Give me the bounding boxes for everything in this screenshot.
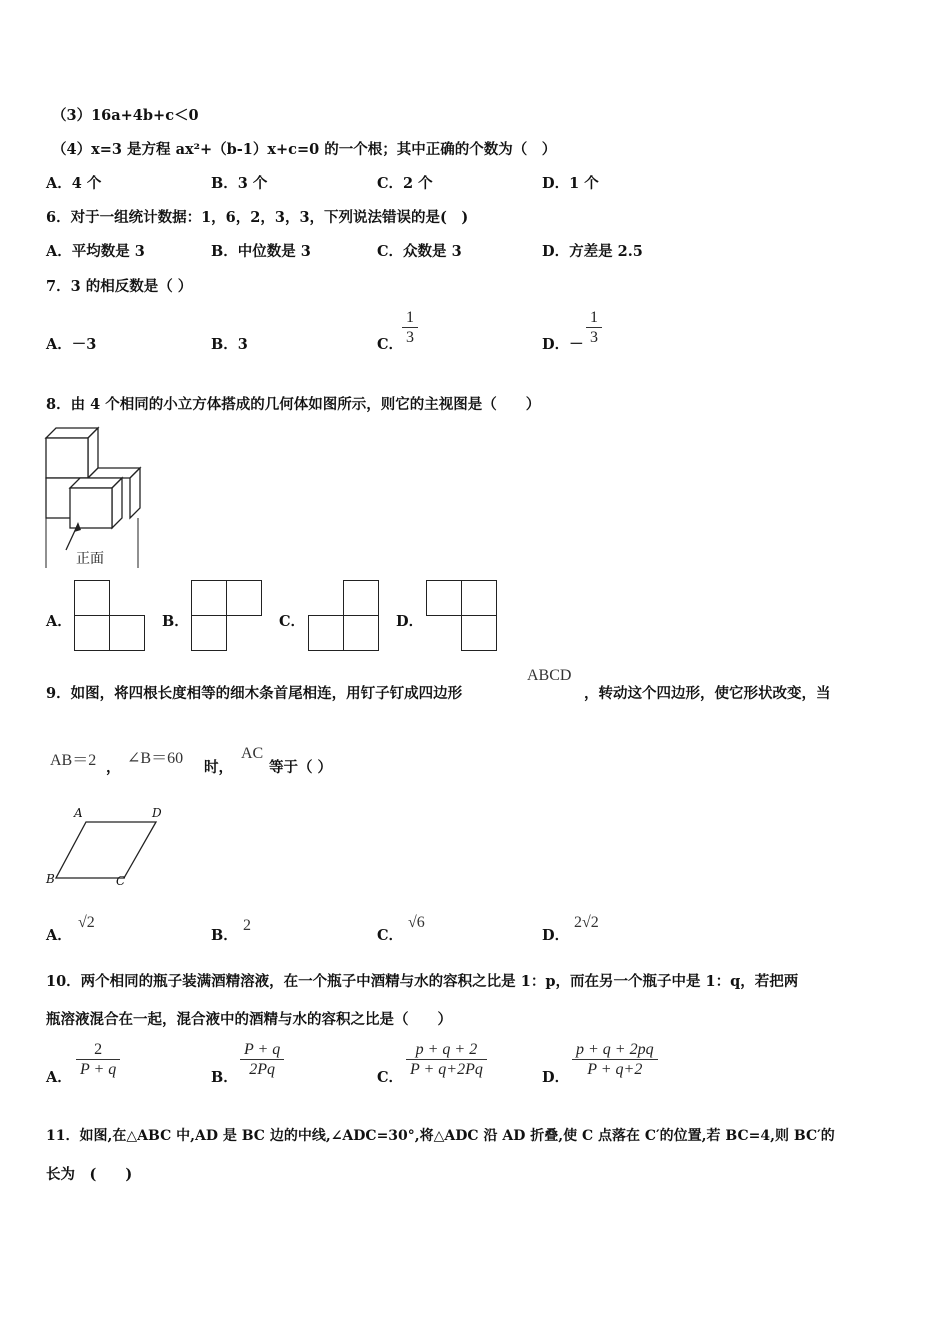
- q8-option-c-view[interactable]: [306, 580, 380, 652]
- q8-option-a-label[interactable]: A．: [46, 613, 72, 630]
- q5-item4: （4）x=3 是方程 ax²+（b-1）x+c=0 的一个根；其中正确的个数为（ ）: [52, 141, 557, 158]
- fraction-denominator: P + q+2Pq: [406, 1059, 487, 1079]
- fraction-numerator: 1: [406, 309, 414, 326]
- fraction-numerator: p + q + 2: [415, 1041, 478, 1058]
- q10-option-a[interactable]: A．: [46, 1069, 72, 1086]
- q9-sep: ，: [106, 759, 121, 776]
- front-label: 正面: [76, 551, 104, 567]
- q9-option-b[interactable]: B．: [211, 927, 238, 944]
- q5-option-b[interactable]: B．3 个: [211, 175, 268, 192]
- q6-option-d[interactable]: D．方差是 2.5: [542, 243, 643, 260]
- q7-option-c[interactable]: C．: [377, 336, 404, 353]
- q8-option-b-label[interactable]: B．: [162, 613, 189, 630]
- q11-line2: 长为 ( ): [46, 1166, 133, 1183]
- q10-option-b[interactable]: B．: [211, 1069, 238, 1086]
- fraction-numerator: 2: [94, 1041, 103, 1058]
- q9-option-c-value: √6: [408, 914, 425, 931]
- q10-option-c-fraction: [406, 1040, 487, 1079]
- q9-cond-angle: ∠B＝60: [127, 750, 184, 767]
- q10-option-a-fraction: [76, 1040, 120, 1079]
- fraction-denominator: P + q+2: [572, 1059, 658, 1079]
- q10-line2: 瓶溶液混合在一起，混合液中的酒精与水的容积之比是（ ）: [46, 1011, 452, 1028]
- q9-shi: 时，: [204, 759, 233, 776]
- fraction-numerator: 1: [590, 309, 598, 326]
- fraction-denominator: P + q: [76, 1059, 120, 1079]
- q7-option-b[interactable]: B．3: [211, 336, 248, 353]
- q11-line1: 11．如图,在△ABC 中,AD 是 BC 边的中线,∠ADC=30°,将△ADC 沿 AD 折叠,使 C 点落在 C′的位置,若 BC=4,则 BC′的: [46, 1128, 835, 1144]
- q5-item3: （3）16a+4b+c＜0: [52, 107, 199, 124]
- q8-stem: 8．由 4 个相同的小立方体搭成的几何体如图所示，则它的主视图是（ ）: [46, 396, 541, 413]
- fraction-denominator: 2Pq: [240, 1059, 284, 1079]
- q9-option-a[interactable]: A．: [46, 927, 72, 944]
- q6-stem: 6．对于一组统计数据：1，6，2，3，3，下列说法错误的是( ): [46, 209, 469, 226]
- fraction-numerator: p + q + 2pq: [576, 1041, 654, 1058]
- q9-option-d[interactable]: D．: [542, 927, 570, 944]
- q7-stem: 7．3 的相反数是（ ）: [46, 278, 193, 295]
- fraction-numerator: P + q: [244, 1041, 281, 1058]
- q9-option-a-value: √2: [78, 914, 95, 931]
- q10-option-d-fraction: [572, 1040, 658, 1079]
- q10-option-d[interactable]: D．: [542, 1069, 570, 1086]
- q8-option-a-view[interactable]: [72, 580, 146, 652]
- cube-figure: [44, 426, 140, 568]
- q7-option-c-fraction: [402, 308, 418, 347]
- fraction-denominator: 3: [586, 327, 602, 347]
- q9-quad-name: ABCD: [527, 667, 572, 684]
- q7-option-d[interactable]: D．－: [542, 336, 584, 353]
- vertex-a-label: A: [74, 806, 83, 820]
- q7-option-d-fraction: [586, 308, 602, 347]
- q9-stem-part2: ，转动这个四边形，使它形状改变，当: [584, 685, 831, 702]
- q10-option-b-fraction: [240, 1040, 284, 1079]
- q9-option-d-value: 2√2: [574, 914, 599, 931]
- vertex-b-label: B: [46, 872, 55, 886]
- q10-line1: 10．两个相同的瓶子装满酒精溶液，在一个瓶子中酒精与水的容积之比是 1：p，而在另一个瓶子中是 1：q，若把两: [46, 973, 799, 990]
- q9-dengyu: 等于（ ）: [269, 759, 333, 776]
- q9-stem-part1: 9．如图，将四根长度相等的细木条首尾相连，用钉子钉成四边形: [46, 685, 463, 702]
- q5-option-c[interactable]: C．2 个: [377, 175, 433, 192]
- q8-option-b-view[interactable]: [189, 580, 263, 652]
- fraction-denominator: 3: [402, 327, 418, 347]
- q5-option-d[interactable]: D．1 个: [542, 175, 599, 192]
- q8-option-c-label[interactable]: C．: [279, 613, 306, 630]
- q5-option-a[interactable]: A．4 个: [46, 175, 102, 192]
- q8-option-d-view[interactable]: [424, 580, 498, 652]
- q6-option-c[interactable]: C．众数是 3: [377, 243, 462, 260]
- q6-option-b[interactable]: B．中位数是 3: [211, 243, 311, 260]
- q8-option-d-label[interactable]: D．: [396, 613, 424, 630]
- vertex-c-label: C: [116, 874, 126, 888]
- q9-ac: AC: [241, 745, 264, 762]
- q9-cond-ab: AB＝2: [50, 752, 97, 769]
- vertex-d-label: D: [152, 806, 162, 820]
- q7-option-a[interactable]: A．－3: [46, 336, 97, 353]
- q9-option-b-value: 2: [243, 917, 251, 934]
- q9-option-c[interactable]: C．: [377, 927, 404, 944]
- q6-option-a[interactable]: A．平均数是 3: [46, 243, 145, 260]
- q10-option-c[interactable]: C．: [377, 1069, 404, 1086]
